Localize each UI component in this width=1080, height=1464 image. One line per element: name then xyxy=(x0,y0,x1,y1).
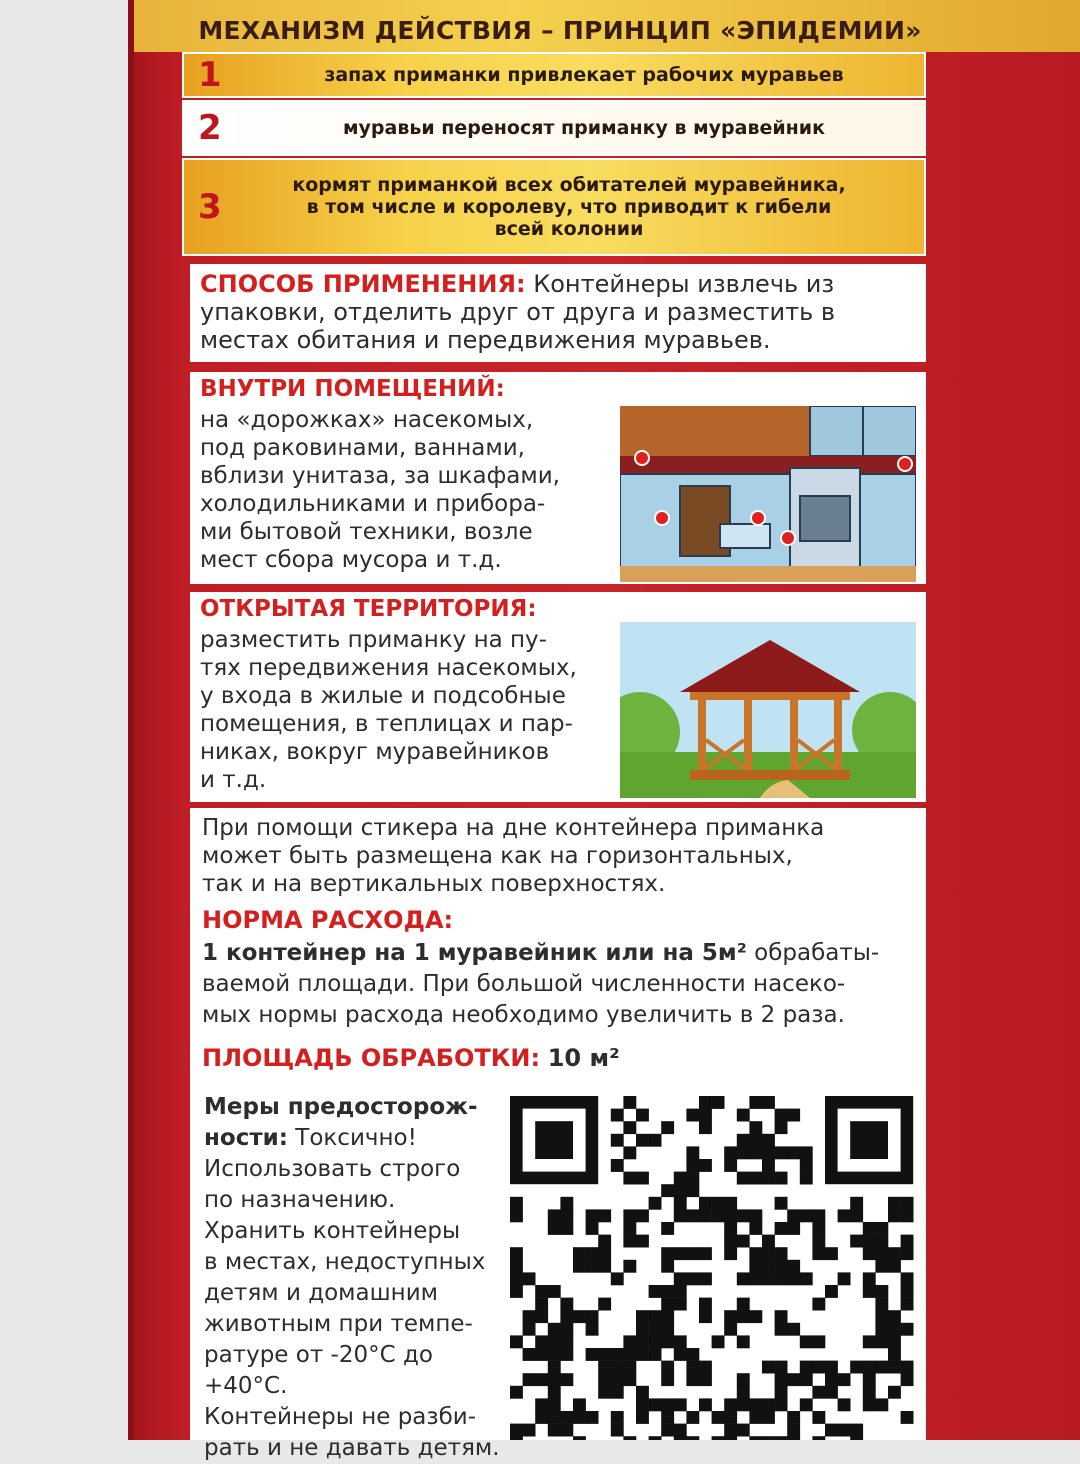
usage-text: Контейнеры извлечь из упаковки, отделить друг от друга и разместить в местах обитания и передвижения муравьев. xyxy=(200,270,836,354)
indoor-line: ми бытовой техники, возле xyxy=(200,519,533,545)
indoor-line: на «дорожках» насекомых, xyxy=(200,407,534,433)
outdoor-text xyxy=(200,626,620,794)
rate-line: мых нормы расхода необходимо увеличить в 2 раза. xyxy=(202,1002,845,1028)
outdoor-panel xyxy=(190,592,926,802)
rate-rest: обрабаты- xyxy=(746,940,880,966)
step-1-number: 1 xyxy=(198,55,222,95)
step-1 xyxy=(182,52,926,98)
outdoor-heading: ОТКРЫТАЯ ТЕРРИТОРИЯ: xyxy=(200,596,537,622)
precaution-line: животным при темпе- xyxy=(204,1311,473,1337)
indoor-line: мест сбора мусора и т.д. xyxy=(200,547,502,573)
precautions-bold: ности: xyxy=(204,1125,288,1151)
mechanism-title: МЕХАНИЗМ ДЕЙСТВИЯ – ПРИНЦИП «ЭПИДЕМИИ» xyxy=(198,16,922,45)
step-2-text: муравьи переносят приманку в муравейник xyxy=(342,117,826,139)
sticker-line: так и на вертикальных поверхностях. xyxy=(202,871,666,897)
step-1-text: запах приманки привлекает рабочих муравьев xyxy=(324,64,844,86)
sticker-line: При помощи стикера на дне контейнера приманка xyxy=(202,815,825,841)
outdoor-line: и т.д. xyxy=(200,767,267,793)
indoor-line: холодильниками и прибора- xyxy=(200,491,546,517)
precaution-line: по назначению. xyxy=(204,1187,396,1213)
precaution-line: в местах, недоступных xyxy=(204,1249,486,1275)
precaution-line: Контейнеры не разби- xyxy=(204,1404,477,1430)
step-3-text: кормят приманкой всех обитателей муравейника, в том числе и королеву, что приводит к гибели всей колонии xyxy=(292,174,846,240)
indoor-panel xyxy=(190,372,926,584)
precaution-line: Хранить контейнеры xyxy=(204,1218,461,1244)
outdoor-line: у входа в жилые и подсобные xyxy=(200,683,566,709)
rate-text xyxy=(202,938,918,1031)
precaution-line: Использовать строго xyxy=(204,1156,461,1182)
package-edge xyxy=(128,0,134,1440)
outdoor-line: разместить приманку на пу- xyxy=(200,627,547,653)
outdoor-line: тях передвижения насекомых, xyxy=(200,655,577,681)
usage-panel xyxy=(190,264,926,362)
precaution-line: рать и не давать детям. xyxy=(204,1435,500,1461)
indoor-line: под раковинами, ваннами, xyxy=(200,435,525,461)
precautions-text xyxy=(204,1092,504,1464)
step-3-number: 3 xyxy=(198,187,222,227)
area-value: 10 м² xyxy=(547,1044,620,1072)
step-2-number: 2 xyxy=(198,108,222,148)
indoor-heading: ВНУТРИ ПОМЕЩЕНИЙ: xyxy=(200,376,505,402)
outdoor-line: никах, вокруг муравейников xyxy=(200,739,550,765)
precaution-line: детям и домашним xyxy=(204,1280,439,1306)
usage-heading: СПОСОБ ПРИМЕНЕНИЯ: xyxy=(200,270,526,298)
sticker-text xyxy=(202,814,912,898)
step-2 xyxy=(182,100,926,156)
precaution-line: Токсично! xyxy=(287,1125,417,1151)
area-row xyxy=(202,1044,620,1072)
step-3 xyxy=(182,158,926,256)
gazebo-illustration xyxy=(620,622,916,798)
precaution-line: ратуре от -20°С до +40°С. xyxy=(204,1342,433,1399)
kitchen-illustration xyxy=(620,406,916,582)
rate-heading: НОРМА РАСХОДА: xyxy=(202,906,454,934)
sticker-line: может быть размещена как на горизонтальных, xyxy=(202,843,793,869)
indoor-text xyxy=(200,406,620,574)
rate-line: ваемой площади. При большой численности насеко- xyxy=(202,971,846,997)
qr-code-icon xyxy=(510,1096,918,1440)
precautions-bold: Меры предосторож- xyxy=(204,1094,478,1120)
area-heading: ПЛОЩАДЬ ОБРАБОТКИ: xyxy=(202,1044,541,1072)
rate-bold: 1 контейнер на 1 муравейник или на 5м² xyxy=(202,940,747,966)
qr-code xyxy=(510,1096,918,1440)
indoor-line: вблизи унитаза, за шкафами, xyxy=(200,463,560,489)
outdoor-line: помещения, в теплицах и пар- xyxy=(200,711,573,737)
